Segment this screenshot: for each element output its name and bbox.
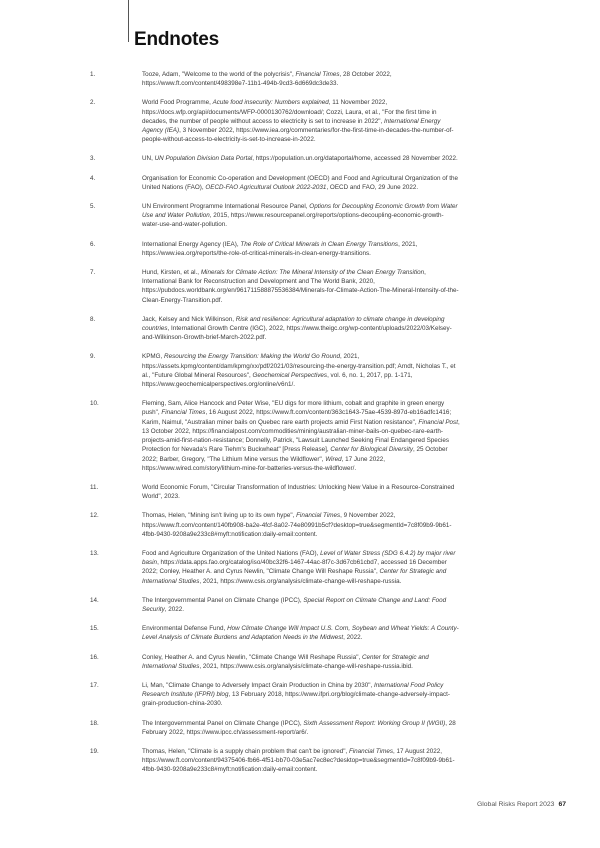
endnote-number: 11. [90,483,99,491]
endnote-text: Conley, Heather A. and Cyrus Newlin, "Climate Change Will Reshape Russia", Center for Strategic and International Studies, 2021, https://www.csis.org/analysis/climate-change-will-reshape-russia.ibid. [142,653,429,670]
endnote-number: 6. [90,240,96,248]
endnote-text: Fleming, Sam, Alice Hancock and Peter Wise, "EU digs for more lithium, cobalt and graphite in green energy push", Financial Times, 16 August 2022, https://www.ft.com/content/363c1643-75ae-4539-897d-eb16adfc1416; Karim, Naimul, "Australian miner bails on Quebec rare earth projects amid First Nation resistance", Financial Post, 13 October 2022, https://financialpost.com/commodities/mining/australian-miner-bails-on-quebec-rare-earth-projects-amid-first-nation-resistance; Donnelly, Patrick, "Lawsuit Launched Seeking Final Endangered Species Protection for Nevada's Rare Tiehm's Buckwheat" [Press Release], Center for Biological Diversity, 25 October 2022; Barber, Gregory, "The Lithium Mine versus the Wildflower", Wired, 17 June 2022, https://www.wired.com/story/lithium-mine-for-batteries-versus-the-wildflower/. [142,400,460,472]
endnote-text: Thomas, Helen, "Climate is a supply chain problem that can't be ignored", Financial Times, 17 August 2022, https://www.ft.com/content/94375406-fb66-4f51-bb70-03e5ac7ec8ec?desktop=true&segmentId=7c8f09b9-9b61-4fbb-9430-9208a9e233c8#myft:notification:daily-email:content. [142,747,455,774]
endnote-number: 9. [90,353,96,361]
endnote-item [0,681,600,709]
endnote-item [0,202,600,230]
endnote-number: 17. [90,681,99,689]
endnote-text: UN, UN Population Division Data Portal, https://population.un.org/dataportal/home, accessed 28 November 2022. [142,155,458,163]
endnote-item [0,154,600,163]
endnote-number: 19. [90,747,99,755]
page-number: 67 [558,801,566,808]
endnote-number: 5. [90,203,96,211]
endnote-item [0,747,600,775]
endnote-text: World Economic Forum, "Circular Transformation of Industries: Unlocking New Value in a Resource-Constrained World", 2023. [142,483,455,501]
endnote-text: Food and Agriculture Organization of the United Nations (FAO), Level of Water Stress (SDG 6.4.2) by major river basin, https://data.apps.fao.org/catalog/iso/40bc32f6-1467-44ac-8f7c-3d67cb61cbd7, accessed 16 December 2022; Conley, Heather A. and Cyrus Newlin, "Climate Change Will Reshape Russia", Center for Strategic and International Studies, 2021, https://www.csis.org/analysis/climate-change-will-reshape-russia. [142,549,456,585]
endnote-item [0,315,600,343]
endnote-number: 3. [90,155,96,163]
endnote-number: 18. [90,719,99,727]
endnote-number: 7. [90,269,96,277]
endnote-item [0,70,600,88]
endnote-text: The Intergovernmental Panel on Climate Change (IPCC), Special Report on Climate Change and Land: Food Security, 2022. [142,596,447,613]
endnote-text: Tooze, Adam, "Welcome to the world of the polycrisis", Financial Times, 28 October 2022, https://www.ft.com/content/498398e7-11b1-494b-9cd3-6d669dc3de33. [142,71,392,88]
endnotes-list [0,70,600,785]
endnote-text: UN Environment Programme International Resource Panel, Options for Decoupling Economic Growth from Water Use and Water Pollution, 2015, https://www.resourcepanel.org/reports/options-decoupling-economic-growth-water-use-and-water-pollution. [142,203,458,229]
endnote-item [0,549,600,586]
endnote-text: Environmental Defense Fund, How Climate Change Will Impact U.S. Corn, Soybean and Wheat Yields: A County-Level Analysis of Climate Burdens and Adaptation Needs in the Midwest, 2022. [142,625,459,642]
page-title: Endnotes [134,29,219,50]
endnote-item [0,483,600,501]
endnote-number: 1. [90,71,96,78]
endnote-text: Jack, Kelsey and Nick Wilkinson, Risk and resilience: Agricultural adaptation to climate change in developing countries, International Growth Centre (IGC), 2022, https://www.theigc.org/wp-content/uploads/2022/03/Kelsey-and-Wilkinson-Growth-brief-March-2022.pdf. [142,315,452,342]
endnote-item [0,624,600,642]
header-rule [128,0,129,42]
endnote-number: 16. [90,653,99,661]
endnote-item [0,174,600,192]
endnote-text: The Intergovernmental Panel on Climate Change (IPCC), Sixth Assessment Report: Working Group II (WGII), 28 February 2022, https://www.ipcc.ch/assessment-report/ar6/. [142,719,456,736]
endnote-number: 8. [90,315,96,323]
endnote-item [0,653,600,671]
endnote-number: 2. [90,99,96,107]
endnote-number: 12. [90,512,99,520]
endnote-text: Organisation for Economic Co-operation and Development (OECD) and Food and Agricultural Organization of the United Nations (FAO), OECD-FAO Agricultural Outlook 2022-2031, OECD and FAO, 29 June 2022. [142,174,459,191]
report-name: Global Risks Report 2023 [476,801,555,808]
endnote-item [0,511,600,539]
endnote-text: Li, Man, "Climate Change to Adversely Impact Grain Production in China by 2030", International Food Policy Research Institute (IFPRI) blog, 13 February 2018, https://www.ifpri.org/blog/climate-change-adversely-impact-grain-production-china-2030. [142,681,450,708]
endnote-number: 14. [90,596,99,604]
endnote-number: 4. [90,174,96,182]
endnote-item [0,352,600,389]
endnote-number: 10. [90,400,99,408]
endnote-item [0,98,600,144]
endnote-item [0,240,600,258]
endnote-text: Thomas, Helen, "Mining isn't living up to its own hype", Financial Times, 9 November 2022, https://www.ft.com/content/140fb908-ba2e-4fcf-8a02-74e80991b5cf?desktop=true&segmentId=7c8f09b9-9b61-4fbb-9430-9208a9e233c8#myft:notification:daily-email:content. [142,512,452,538]
endnote-text: World Food Programme, Acute food insecurity: Numbers explained, 11 November 2022, https://docs.wfp.org/api/documents/WFP-0000130762/download/; Cozzi, Laura, et al., "For the first time in decades, the number of people without access to electricity is set to increase in 2022", International Energy Agency (IEA), 3 November 2022, https://www.iea.org/commentaries/for-the-first-time-in-decades-the-number-of-people-without-access-to-electricity-is-set-to-increase-in-2022. [142,99,454,144]
page-footer [477,801,566,808]
endnote-item [0,596,600,614]
endnote-number: 15. [90,625,99,633]
endnote-item [0,399,600,473]
endnote-item [0,719,600,737]
endnote-text: Hund, Kirsten, et al., Minerals for Climate Action: The Mineral Intensity of the Clean Energy Transition, International Bank for Reconstruction and Development and The World Bank, 2020, https://pubdocs.worldbank.org/en/961711588875536384/Minerals-for-Climate-Action-The-Mineral-Intensity-of-the-Clean-Energy-Transition.pdf. [142,269,459,304]
endnote-number: 13. [90,549,99,557]
endnote-text: International Energy Agency (IEA), The Role of Critical Minerals in Clean Energy Transitions, 2021, https://www.iea.org/reports/the-role-of-critical-minerals-in-clean-energy-transitions. [142,240,418,257]
endnote-item [0,268,600,305]
endnote-text: KPMG, Resourcing the Energy Transition: Making the World Go Round, 2021, https://assets.kpmg/content/dam/kpmg/xx/pdf/2021/03/resourcing-the-energy-transition.pdf; Arndt, Nicholas T., et al., "Future Global Mineral Resources", Geochemical Perspectives, vol. 6, no. 1, 2017, pp. 1-171, https://www.geochemicalperspectives.org/online/v6n1/. [142,353,456,389]
